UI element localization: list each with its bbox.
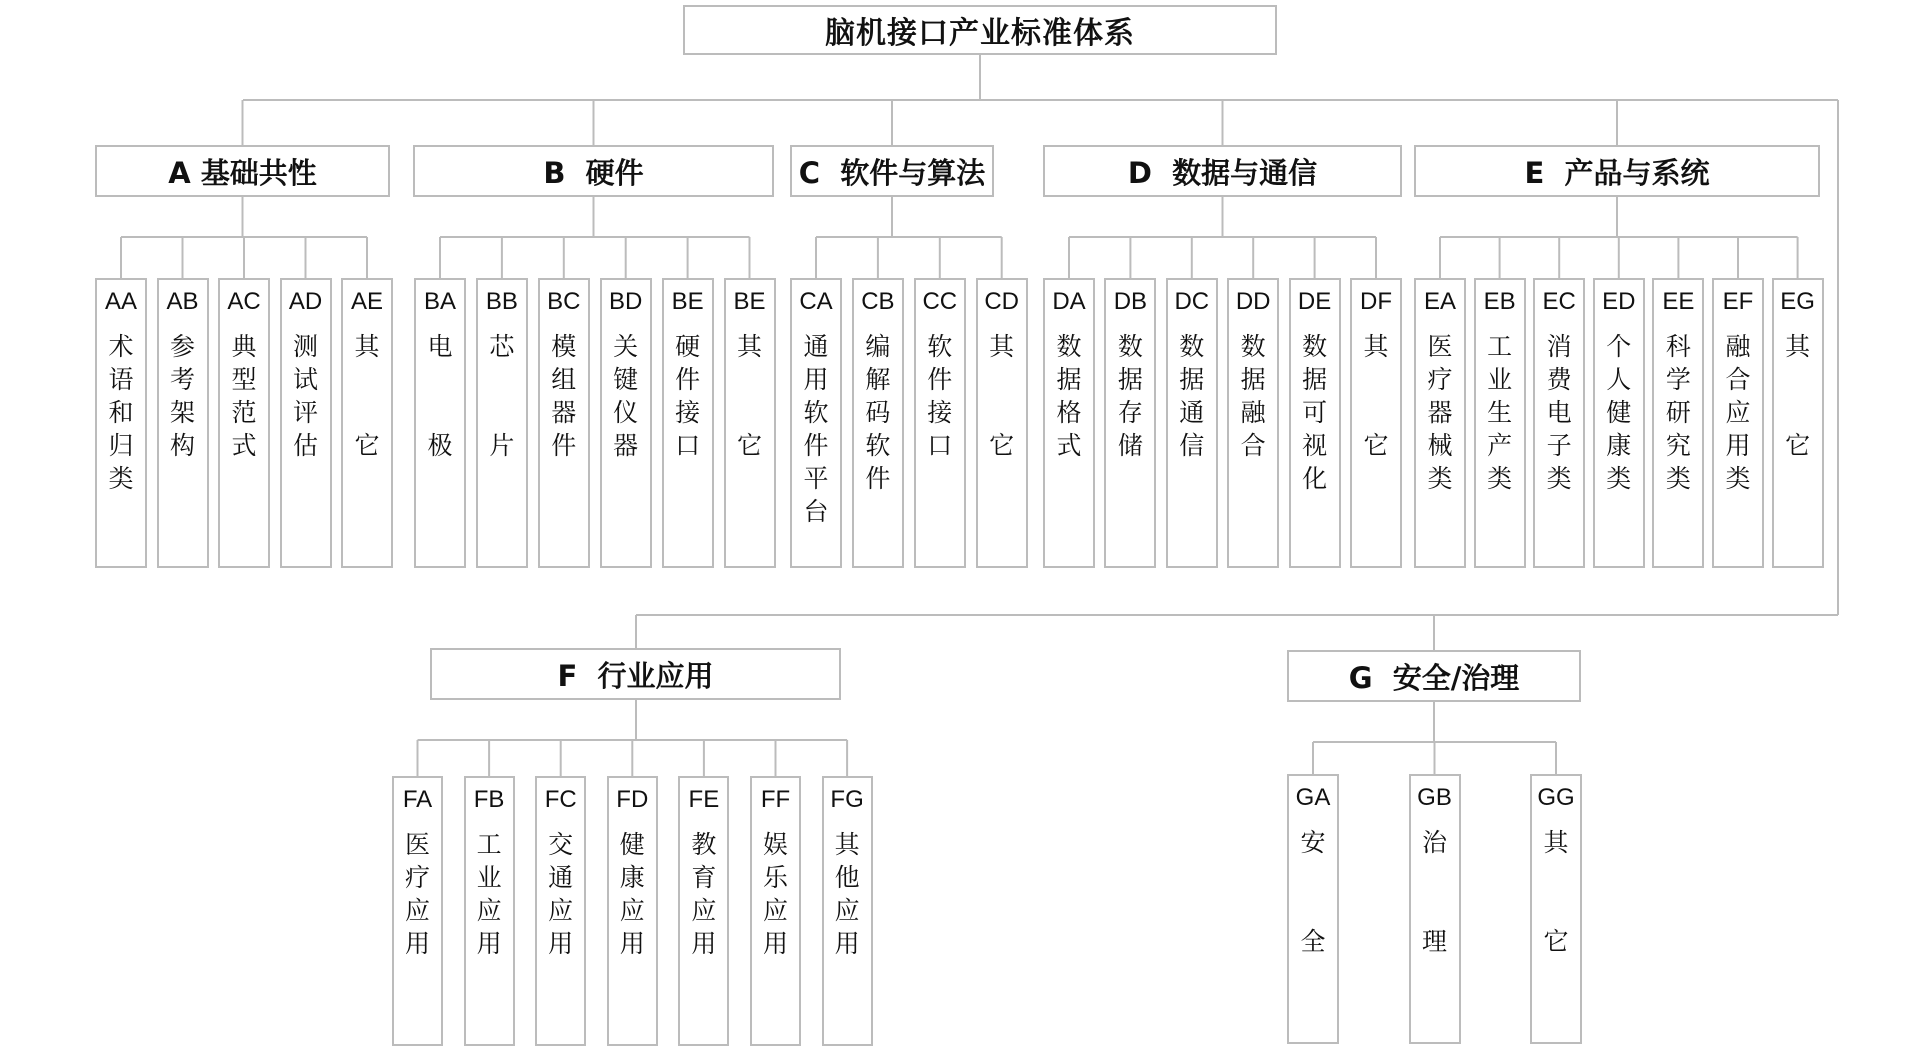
leaf-ac — [218, 278, 270, 568]
leaf-label — [551, 330, 576, 462]
leaf-code: FD — [616, 786, 649, 813]
leaf-code: FC — [544, 786, 577, 813]
leaf-code: DC — [1174, 288, 1210, 315]
leaf-label-char: 件 — [927, 365, 953, 394]
leaf-label-char: 数 — [1117, 332, 1143, 361]
category-f: F 行业应用 — [430, 648, 841, 700]
leaf-code: GB — [1417, 784, 1452, 811]
leaf-code: ED — [1602, 288, 1636, 315]
leaf-be — [724, 278, 776, 568]
leaf-label-char — [737, 396, 762, 429]
leaf-label-char: 应 — [1725, 398, 1751, 427]
leaf-code: FE — [688, 786, 720, 813]
leaf-fe — [678, 776, 729, 1046]
leaf-da — [1043, 278, 1095, 568]
leaf-label-char: 架 — [169, 398, 195, 427]
leaf-label-char: 术 — [108, 332, 134, 361]
leaf-label-char — [1300, 892, 1325, 925]
leaf-label-char: 其 — [834, 830, 860, 859]
leaf-bd — [600, 278, 652, 568]
leaf-label — [1606, 330, 1631, 495]
leaf-label-char: 数 — [1302, 332, 1328, 361]
leaf-label-char: 业 — [476, 863, 502, 892]
leaf-label — [1725, 330, 1750, 495]
leaf-label — [835, 828, 860, 960]
leaf-label-char: 医 — [1427, 332, 1453, 361]
leaf-label-char: 其 — [354, 332, 380, 361]
leaf-label — [231, 330, 256, 462]
leaf-label-char — [1785, 396, 1810, 429]
leaf-label-char: 融 — [1240, 398, 1266, 427]
leaf-label-char: 典 — [231, 332, 257, 361]
leaf-label-char: 工 — [476, 830, 502, 859]
leaf-label-char: 储 — [1117, 431, 1143, 460]
leaf-code: DA — [1052, 288, 1086, 315]
leaf-code: DF — [1360, 288, 1392, 315]
leaf-label-char: 类 — [1487, 464, 1513, 493]
leaf-label-char: 它 — [989, 431, 1015, 460]
leaf-ee — [1652, 278, 1704, 568]
leaf-label — [354, 330, 379, 462]
leaf-label-char: 康 — [1606, 431, 1632, 460]
leaf-label-char: 测 — [292, 332, 318, 361]
leaf-code: EB — [1483, 288, 1516, 315]
leaf-label-char: 它 — [1543, 927, 1569, 956]
leaf-code: GG — [1537, 784, 1575, 811]
leaf-label-char: 类 — [1665, 464, 1691, 493]
leaf-label-char — [427, 363, 452, 396]
leaf-label-char: 安 — [1300, 828, 1326, 857]
leaf-label-char: 台 — [803, 497, 829, 526]
leaf-code: BC — [547, 288, 581, 315]
leaf-label — [1363, 330, 1388, 462]
leaf-label-char: 式 — [231, 431, 257, 460]
leaf-label-char: 应 — [548, 896, 574, 925]
leaf-label-char: 科 — [1665, 332, 1691, 361]
leaf-label-char — [1785, 363, 1810, 396]
leaf-label-char: 产 — [1487, 431, 1513, 460]
leaf-code: EE — [1662, 288, 1695, 315]
leaf-label-char: 类 — [1427, 464, 1453, 493]
leaf-label-char: 据 — [1117, 365, 1143, 394]
leaf-label-char: 疗 — [1427, 365, 1453, 394]
leaf-label — [1302, 330, 1327, 495]
leaf-label-char: 费 — [1546, 365, 1572, 394]
leaf-label-char: 件 — [551, 431, 577, 460]
leaf-code: CA — [799, 288, 833, 315]
leaf-aa — [95, 278, 147, 568]
leaf-label-char: 型 — [231, 365, 257, 394]
leaf-label — [1179, 330, 1204, 462]
leaf-label — [927, 330, 952, 462]
leaf-label-char: 组 — [551, 365, 577, 394]
leaf-de — [1289, 278, 1341, 568]
leaf-label-char: 硬 — [675, 332, 701, 361]
leaf-label-char: 合 — [1240, 431, 1266, 460]
leaf-label-char: 和 — [108, 398, 134, 427]
leaf-fc — [535, 776, 586, 1046]
category-a: A 基础共性 — [95, 145, 390, 197]
leaf-label — [1422, 826, 1447, 958]
leaf-label-char: 它 — [354, 431, 380, 460]
leaf-label-char: 构 — [169, 431, 195, 460]
leaf-ea — [1414, 278, 1466, 568]
leaf-label-char — [989, 363, 1014, 396]
leaf-gb — [1409, 774, 1461, 1044]
leaf-label — [1547, 330, 1572, 495]
leaf-cd — [976, 278, 1028, 568]
leaf-label — [1056, 330, 1081, 462]
leaf-code: BD — [609, 288, 643, 315]
leaf-eb — [1474, 278, 1526, 568]
leaf-label-char: 应 — [619, 896, 645, 925]
leaf-label-char: 应 — [691, 896, 717, 925]
leaf-label-char: 其 — [1785, 332, 1811, 361]
leaf-ef — [1712, 278, 1764, 568]
leaf-label-char: 应 — [476, 896, 502, 925]
leaf-label — [1487, 330, 1512, 495]
leaf-label-char — [1422, 859, 1447, 892]
leaf-ed — [1593, 278, 1645, 568]
leaf-code: BB — [485, 288, 518, 315]
leaf-label-char: 类 — [108, 464, 134, 493]
leaf-label-char: 其 — [1363, 332, 1389, 361]
leaf-label-char: 口 — [927, 431, 953, 460]
leaf-label-char: 码 — [865, 398, 891, 427]
leaf-label-char: 仪 — [613, 398, 639, 427]
leaf-code: AB — [166, 288, 199, 315]
leaf-label — [1785, 330, 1810, 462]
leaf-label-char: 理 — [1421, 927, 1447, 956]
leaf-gg — [1530, 774, 1582, 1044]
leaf-code: CC — [922, 288, 958, 315]
leaf-code: EA — [1423, 288, 1456, 315]
leaf-label-char: 全 — [1300, 927, 1326, 956]
leaf-code: GA — [1295, 784, 1331, 811]
leaf-ga — [1287, 774, 1339, 1044]
leaf-label-char — [1363, 396, 1388, 429]
leaf-label — [489, 330, 514, 462]
leaf-label-char: 其 — [736, 332, 762, 361]
leaf-label-char: 人 — [1606, 365, 1632, 394]
leaf-label-char: 格 — [1056, 398, 1082, 427]
leaf-label-char: 试 — [292, 365, 318, 394]
leaf-label-char — [489, 363, 514, 396]
leaf-label-char — [1422, 892, 1447, 925]
leaf-label-char: 教 — [691, 830, 717, 859]
leaf-label — [691, 828, 716, 960]
leaf-label-char — [737, 363, 762, 396]
leaf-code: FF — [760, 786, 791, 813]
leaf-label-char: 数 — [1179, 332, 1205, 361]
leaf-label-char: 式 — [1056, 431, 1082, 460]
leaf-label-char: 工 — [1487, 332, 1513, 361]
leaf-code: CD — [984, 288, 1020, 315]
leaf-fd — [607, 776, 658, 1046]
leaf-label-char — [354, 363, 379, 396]
leaf-label — [763, 828, 788, 960]
leaf-label-char: 器 — [551, 398, 577, 427]
leaf-label-char: 他 — [834, 863, 860, 892]
leaf-label-char: 融 — [1725, 332, 1751, 361]
leaf-label — [613, 330, 638, 462]
leaf-code: FB — [473, 786, 505, 813]
leaf-label-char: 用 — [548, 929, 574, 958]
leaf-label-char: 学 — [1665, 365, 1691, 394]
leaf-label-char: 类 — [1546, 464, 1572, 493]
leaf-label-char: 应 — [762, 896, 788, 925]
leaf-label-char: 参 — [169, 332, 195, 361]
leaf-code: FA — [402, 786, 433, 813]
leaf-ae — [341, 278, 393, 568]
leaf-label-char: 存 — [1117, 398, 1143, 427]
leaf-label-char: 乐 — [762, 863, 788, 892]
leaf-label-char: 研 — [1665, 398, 1691, 427]
leaf-label-char — [989, 396, 1014, 429]
leaf-eg — [1772, 278, 1824, 568]
category-b: B 硬件 — [413, 145, 774, 197]
leaf-label-char: 疗 — [404, 863, 430, 892]
leaf-label-char: 模 — [551, 332, 577, 361]
leaf-label-char: 它 — [736, 431, 762, 460]
leaf-label-char: 接 — [927, 398, 953, 427]
leaf-label-char: 通 — [803, 332, 829, 361]
category-e: E 产品与系统 — [1414, 145, 1820, 197]
leaf-code: BE — [671, 288, 704, 315]
leaf-label — [1241, 330, 1266, 462]
leaf-code: AD — [288, 288, 323, 315]
leaf-label-char: 用 — [803, 365, 829, 394]
leaf-label-char: 合 — [1725, 365, 1751, 394]
leaf-label-char: 片 — [489, 431, 515, 460]
leaf-label-char: 据 — [1179, 365, 1205, 394]
leaf-code: BE — [733, 288, 766, 315]
leaf-label-char: 接 — [675, 398, 701, 427]
leaf-label — [477, 828, 502, 960]
leaf-label-char: 类 — [1606, 464, 1632, 493]
leaf-label-char: 数 — [1056, 332, 1082, 361]
leaf-label-char: 其 — [989, 332, 1015, 361]
leaf-label-char: 件 — [675, 365, 701, 394]
leaf-label-char: 信 — [1179, 431, 1205, 460]
leaf-label-char: 应 — [404, 896, 430, 925]
category-c: C 软件与算法 — [790, 145, 994, 197]
leaf-label-char: 极 — [427, 431, 453, 460]
leaf-label-char: 用 — [404, 929, 430, 958]
leaf-label-char: 械 — [1427, 431, 1453, 460]
leaf-label-char: 育 — [691, 863, 717, 892]
leaf-label-char: 子 — [1546, 431, 1572, 460]
leaf-label — [620, 828, 645, 960]
leaf-code: AE — [350, 288, 383, 315]
leaf-label-char: 器 — [613, 431, 639, 460]
leaf-label-char — [1363, 363, 1388, 396]
leaf-label-char — [427, 396, 452, 429]
leaf-label-char — [354, 396, 379, 429]
root-title: 脑机接口产业标准体系 — [683, 5, 1277, 55]
leaf-label-char: 化 — [1302, 464, 1328, 493]
leaf-label-char: 其 — [1543, 828, 1569, 857]
leaf-label-char: 平 — [803, 464, 829, 493]
leaf-ab — [157, 278, 209, 568]
leaf-label-char — [1543, 859, 1568, 892]
leaf-cc — [914, 278, 966, 568]
leaf-label-char: 数 — [1240, 332, 1266, 361]
leaf-label-char: 芯 — [489, 332, 515, 361]
leaf-code: FG — [830, 786, 864, 813]
leaf-label-char: 软 — [927, 332, 953, 361]
leaf-label — [675, 330, 700, 462]
leaf-label-char — [1543, 892, 1568, 925]
leaf-label-char: 器 — [1427, 398, 1453, 427]
leaf-label-char: 据 — [1056, 365, 1082, 394]
leaf-label-char: 归 — [108, 431, 134, 460]
leaf-ff — [750, 776, 801, 1046]
leaf-label-char: 用 — [476, 929, 502, 958]
leaf-ec — [1533, 278, 1585, 568]
leaf-label — [737, 330, 762, 462]
leaf-label — [1300, 826, 1325, 958]
leaf-code: DE — [1297, 288, 1332, 315]
leaf-label-char: 它 — [1785, 431, 1811, 460]
leaf-label-char: 视 — [1302, 431, 1328, 460]
leaf-label-char: 生 — [1487, 398, 1513, 427]
leaf-label-char: 究 — [1665, 431, 1691, 460]
leaf-label — [865, 330, 890, 495]
leaf-label-char: 通 — [1179, 398, 1205, 427]
leaf-label-char: 解 — [865, 365, 891, 394]
leaf-label-char: 用 — [762, 929, 788, 958]
leaf-cb — [852, 278, 904, 568]
leaf-code: DD — [1235, 288, 1271, 315]
leaf-label-char: 个 — [1606, 332, 1632, 361]
leaf-label-char: 医 — [404, 830, 430, 859]
leaf-label — [170, 330, 195, 462]
leaf-label-char: 治 — [1421, 828, 1447, 857]
category-d: D 数据与通信 — [1043, 145, 1402, 197]
leaf-code: DB — [1113, 288, 1148, 315]
leaf-fb — [464, 776, 515, 1046]
leaf-label-char: 估 — [292, 431, 318, 460]
leaf-label — [108, 330, 133, 495]
leaf-label-char: 评 — [292, 398, 318, 427]
leaf-label-char: 编 — [865, 332, 891, 361]
leaf-code: AC — [227, 288, 261, 315]
leaf-label-char: 件 — [865, 464, 891, 493]
leaf-label-char: 业 — [1487, 365, 1513, 394]
leaf-label-char: 关 — [613, 332, 639, 361]
leaf-dd — [1227, 278, 1279, 568]
leaf-label — [803, 330, 828, 528]
leaf-label-char: 通 — [548, 863, 574, 892]
category-g: G 安全/治理 — [1287, 650, 1581, 702]
leaf-ca — [790, 278, 842, 568]
leaf-label-char: 康 — [619, 863, 645, 892]
leaf-be — [662, 278, 714, 568]
leaf-ba — [414, 278, 466, 568]
leaf-label-char: 用 — [691, 929, 717, 958]
leaf-label-char: 应 — [834, 896, 860, 925]
leaf-code: EC — [1542, 288, 1576, 315]
leaf-label-char: 软 — [865, 431, 891, 460]
leaf-label-char: 健 — [619, 830, 645, 859]
leaf-label-char: 消 — [1546, 332, 1572, 361]
leaf-label-char: 据 — [1302, 365, 1328, 394]
leaf-ad — [280, 278, 332, 568]
leaf-label — [427, 330, 452, 462]
leaf-label — [293, 330, 318, 462]
leaf-label-char: 用 — [834, 929, 860, 958]
leaf-label — [405, 828, 430, 960]
leaf-code: EF — [1722, 288, 1754, 315]
leaf-label — [548, 828, 573, 960]
leaf-bb — [476, 278, 528, 568]
leaf-label — [1666, 330, 1691, 495]
leaf-label-char: 语 — [108, 365, 134, 394]
leaf-label-char: 交 — [548, 830, 574, 859]
leaf-label-char: 件 — [803, 431, 829, 460]
leaf-label-char: 电 — [1546, 398, 1572, 427]
leaf-code: AA — [104, 288, 137, 315]
leaf-label-char: 范 — [231, 398, 257, 427]
leaf-label-char — [1300, 859, 1325, 892]
leaf-label-char: 类 — [1725, 464, 1751, 493]
leaf-label — [1543, 826, 1568, 958]
leaf-label-char: 用 — [619, 929, 645, 958]
leaf-label-char: 电 — [427, 332, 453, 361]
leaf-label-char: 健 — [1606, 398, 1632, 427]
leaf-code: EG — [1780, 288, 1815, 315]
leaf-label-char — [489, 396, 514, 429]
leaf-fa — [392, 776, 443, 1046]
leaf-code: BA — [423, 288, 456, 315]
leaf-label-char: 可 — [1302, 398, 1328, 427]
leaf-label-char: 口 — [675, 431, 701, 460]
leaf-label-char: 它 — [1363, 431, 1389, 460]
leaf-label-char: 据 — [1240, 365, 1266, 394]
leaf-fg — [822, 776, 873, 1046]
leaf-bc — [538, 278, 590, 568]
leaf-dc — [1166, 278, 1218, 568]
leaf-db — [1104, 278, 1156, 568]
leaf-label — [989, 330, 1014, 462]
leaf-label-char: 用 — [1725, 431, 1751, 460]
leaf-label — [1118, 330, 1143, 462]
leaf-label-char: 考 — [169, 365, 195, 394]
leaf-label — [1427, 330, 1452, 495]
leaf-label-char: 键 — [613, 365, 639, 394]
leaf-code: CB — [861, 288, 895, 315]
leaf-label-char: 娱 — [762, 830, 788, 859]
leaf-df — [1350, 278, 1402, 568]
leaf-label-char: 软 — [803, 398, 829, 427]
